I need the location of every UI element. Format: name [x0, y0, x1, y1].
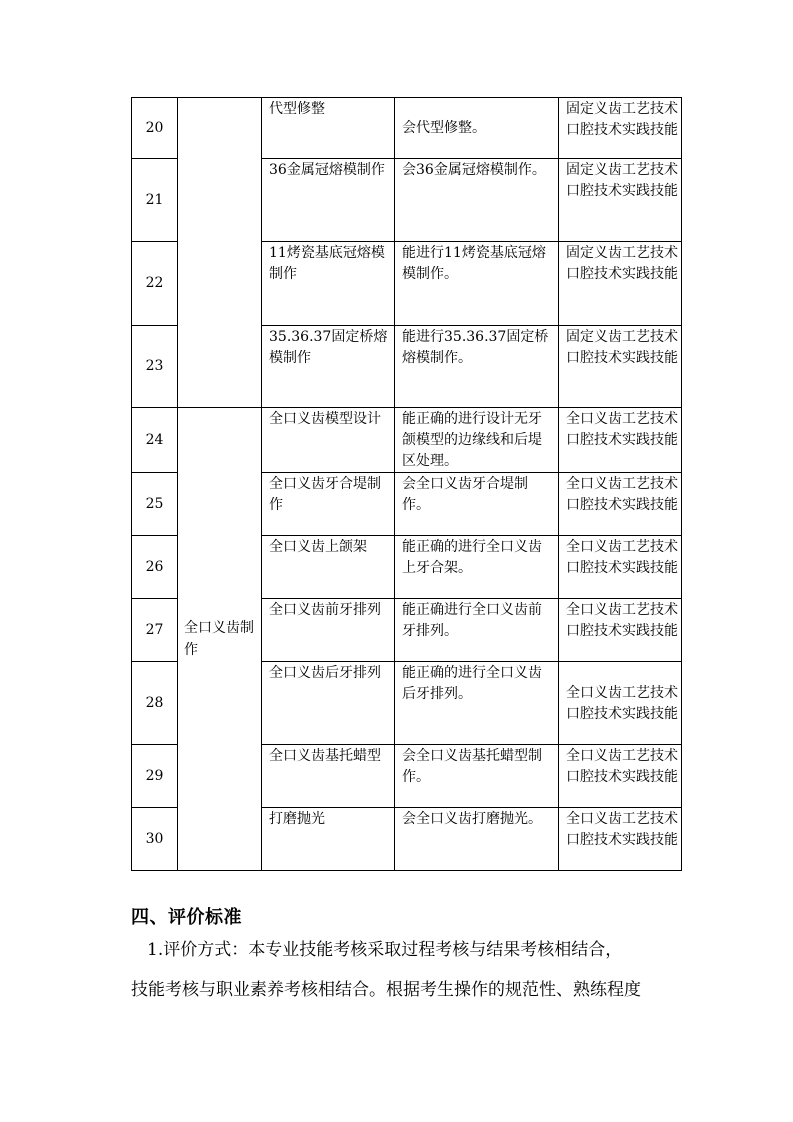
row-number: 28	[132, 662, 178, 745]
skill-item: 11烤瓷基底冠熔模制作	[262, 242, 395, 326]
paragraph-line: 1.评价方式：本专业技能考核采取过程考核与结果考核相结合，	[147, 940, 623, 960]
related-course: 全口义齿工艺技术 口腔技术实践技能	[559, 599, 682, 662]
row-number: 23	[132, 326, 178, 408]
skill-requirement: 能正确进行全口义齿前牙排列。	[395, 599, 559, 662]
group-label: 全口义齿制作	[178, 408, 262, 871]
related-course: 全口义齿工艺技术 口腔技术实践技能	[559, 808, 682, 871]
related-course: 全口义齿工艺技术 口腔技术实践技能	[559, 745, 682, 808]
skill-item: 代型修整	[262, 98, 395, 159]
skill-item: 全口义齿模型设计	[262, 408, 395, 473]
paragraph-line: 技能考核与职业素养考核相结合。根据考生操作的规范性、熟练程度	[131, 980, 641, 1000]
skill-item: 全口义齿后牙排列	[262, 662, 395, 745]
row-number: 22	[132, 242, 178, 326]
row-number: 27	[132, 599, 178, 662]
table-row	[132, 98, 682, 159]
skill-item: 全口义齿上颌架	[262, 536, 395, 599]
row-number: 26	[132, 536, 178, 599]
skill-requirement: 会36金属冠熔模制作。	[395, 159, 559, 242]
row-number: 20	[132, 98, 178, 159]
skill-requirement: 能进行11烤瓷基底冠熔模制作。	[395, 242, 559, 326]
group-cell-empty	[178, 98, 262, 408]
related-course: 全口义齿工艺技术 口腔技术实践技能	[559, 662, 682, 745]
row-number: 30	[132, 808, 178, 871]
skill-requirement: 会代型修整。	[395, 98, 559, 159]
related-course: 全口义齿工艺技术 口腔技术实践技能	[559, 408, 682, 473]
skill-requirement: 会全口义齿打磨抛光。	[395, 808, 559, 871]
skill-item: 35.36.37固定桥熔模制作	[262, 326, 395, 408]
skill-item: 全口义齿基托蜡型	[262, 745, 395, 808]
skill-requirement: 会全口义齿牙合堤制作。	[395, 473, 559, 536]
related-course: 固定义齿工艺技术 口腔技术实践技能	[559, 326, 682, 408]
row-number: 24	[132, 408, 178, 473]
skill-item: 打磨抛光	[262, 808, 395, 871]
skill-requirement: 能正确的进行全口义齿上牙合架。	[395, 536, 559, 599]
skill-requirement: 能正确的进行全口义齿后牙排列。	[395, 662, 559, 745]
row-number: 21	[132, 159, 178, 242]
skill-requirement: 会全口义齿基托蜡型制作。	[395, 745, 559, 808]
table-row	[132, 408, 682, 473]
skill-item: 全口义齿前牙排列	[262, 599, 395, 662]
section-heading: 四、评价标准	[131, 907, 242, 928]
skills-table	[131, 97, 682, 871]
related-course: 全口义齿工艺技术 口腔技术实践技能	[559, 473, 682, 536]
skill-item: 全口义齿牙合堤制作	[262, 473, 395, 536]
related-course: 固定义齿工艺技术 口腔技术实践技能	[559, 242, 682, 326]
skill-requirement: 能正确的进行设计无牙颌模型的边缘线和后堤区处理。	[395, 408, 559, 473]
row-number: 29	[132, 745, 178, 808]
skill-requirement: 能进行35.36.37固定桥熔模制作。	[395, 326, 559, 408]
related-course: 固定义齿工艺技术 口腔技术实践技能	[559, 98, 682, 159]
row-number: 25	[132, 473, 178, 536]
related-course: 全口义齿工艺技术 口腔技术实践技能	[559, 536, 682, 599]
skill-item: 36金属冠熔模制作	[262, 159, 395, 242]
related-course: 固定义齿工艺技术 口腔技术实践技能	[559, 159, 682, 242]
